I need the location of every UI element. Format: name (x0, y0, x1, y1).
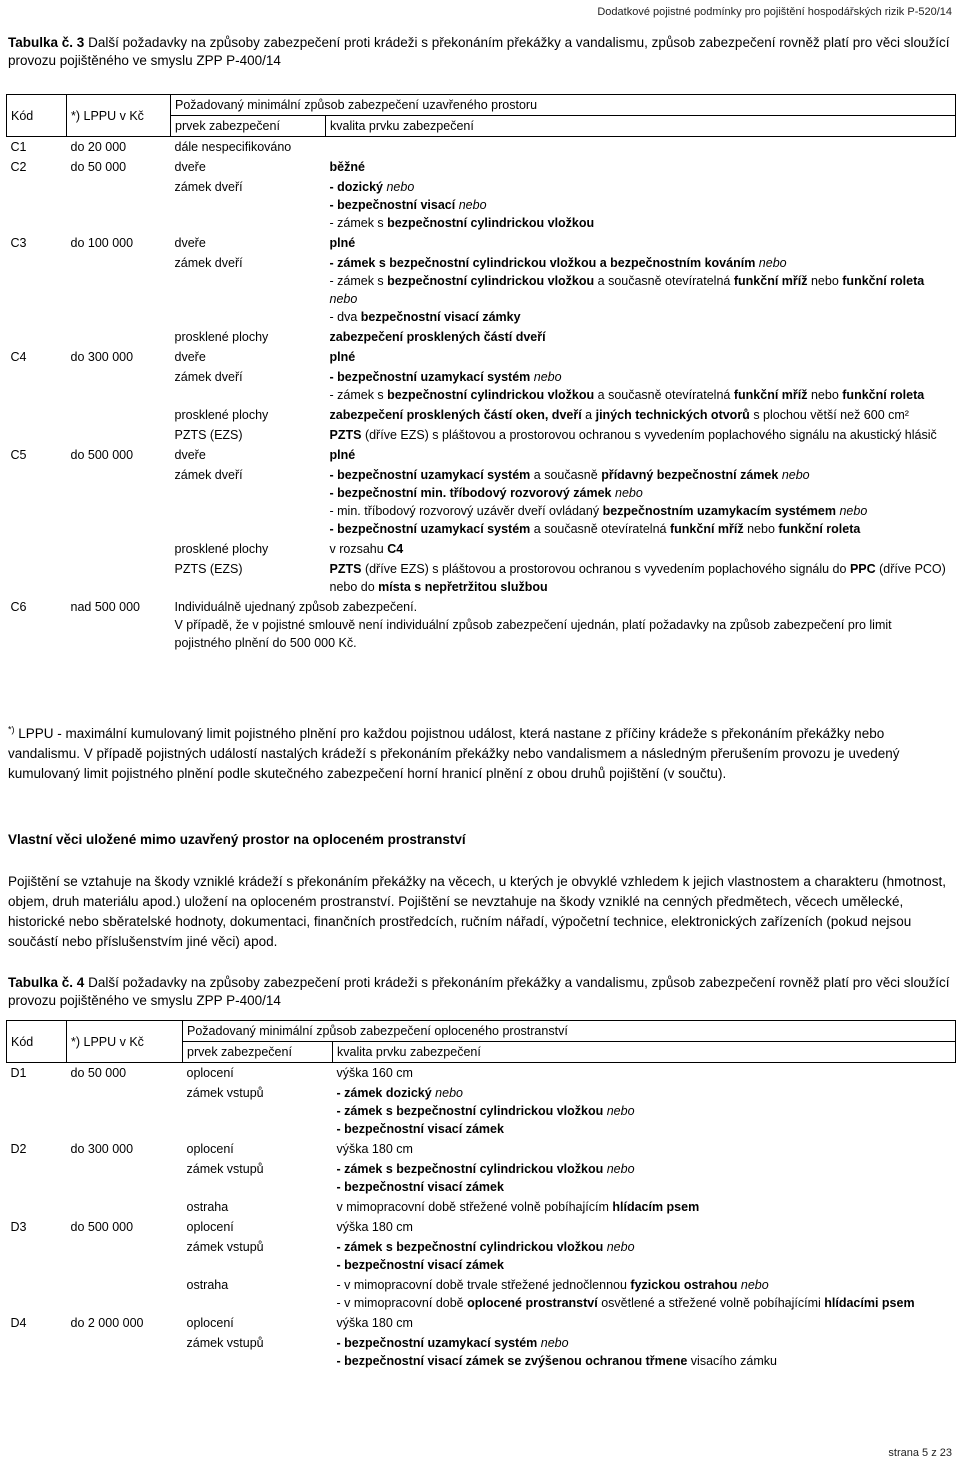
table-row (7, 1083, 956, 1139)
table-row (7, 1237, 956, 1275)
col-header-quality: kvalita prvku zabezpečení (333, 1042, 956, 1063)
quality-cell: PZTS (dříve EZS) s pláštovou a prostorovou ochranou s vyvedením poplachového signálu na akustický hlásič (329, 428, 937, 442)
table-row (7, 1275, 956, 1313)
col-header-element: prvek zabezpečení (171, 116, 326, 137)
element-cell: prosklené plochy (174, 408, 269, 422)
element-cell: oplocení (186, 1142, 234, 1156)
table-row (7, 539, 956, 559)
col-header-requirement: Požadovaný minimální způsob zabezpečení oploceného prostranství (183, 1021, 956, 1042)
quality-cell: - dozický nebo - bezpečnostní visací nebo - zámek s bezpečnostní cylindrickou vložkou (329, 180, 595, 230)
element-cell: oplocení (186, 1066, 234, 1080)
quality-cell: - bezpečnostní uzamykací systém a současně přídavný bezpečnostní zámek nebo - bezpečnostní min. tříbodový rozvorový zámek nebo - min. tříbodový rozvorový uzávěr dveří ovládaný bezpečnostním uzamykacím systémem nebo - bezpečnostní uzamykací systém a současně otevíratelná funkční mříž nebo funkční roleta (329, 468, 868, 536)
table-label: Tabulka č. (8, 35, 74, 50)
table-row (7, 1217, 956, 1237)
quality-cell: plné (329, 448, 356, 462)
quality-cell: v rozsahu C4 (329, 542, 404, 556)
col-header-code: Kód (7, 1021, 67, 1063)
col-header-requirement: Požadovaný minimální způsob zabezpečení uzavřeného prostoru (171, 95, 956, 116)
quality-cell: výška 160 cm (336, 1066, 413, 1080)
table-row (7, 347, 956, 367)
table-row (7, 1159, 956, 1197)
quality-cell: - zámek dozický nebo - zámek s bezpečnostní cylindrickou vložkou nebo - bezpečnostní visací zámek (336, 1086, 635, 1136)
caption-text: Další požadavky na způsoby zabezpečení proti krádeži s překonáním překážky a vandalismu, způsob zabezpečení rovněž platí pro věci sloužící provozu pojištěného ve smyslu ZPP P-400/14 (8, 35, 950, 68)
col-header-code: Kód (7, 95, 67, 137)
table-row (7, 1333, 956, 1371)
quality-cell: výška 180 cm (336, 1316, 413, 1330)
element-cell: zámek dveří (174, 256, 243, 270)
code-cell: C5 (10, 448, 27, 462)
limit-cell: do 300 000 (70, 1142, 134, 1156)
table-row (7, 137, 956, 158)
table-row (7, 559, 956, 597)
code-cell: D1 (10, 1066, 27, 1080)
table-row (7, 465, 956, 539)
table-3 (6, 94, 956, 653)
table-row (7, 1063, 956, 1084)
quality-cell: - zámek s bezpečnostní cylindrickou vložkou nebo - bezpečnostní visací zámek (336, 1240, 635, 1272)
element-cell: dveře (174, 236, 206, 250)
col-header-limit: *) LPPU v Kč (67, 95, 171, 137)
quality-cell: - zámek s bezpečnostní cylindrickou vložkou nebo - bezpečnostní visací zámek (336, 1162, 635, 1194)
footnote (8, 724, 952, 784)
quality-cell: PZTS (dříve EZS) s pláštovou a prostorovou ochranou s vyvedením poplachového signálu do PPC (dříve PCO) nebo do místa s nepřetržitou službou (329, 562, 946, 594)
table-4 (6, 1020, 956, 1371)
element-cell: ostraha (186, 1278, 229, 1292)
limit-cell: do 500 000 (70, 448, 134, 462)
col-header-limit: *) LPPU v Kč (67, 1021, 183, 1063)
element-cell: dveře (174, 160, 206, 174)
text-cell: Individuálně ujednaný způsob zabezpečení. V případě, že v pojistné smlouvě není individuální způsob zabezpečení ujednán, platí požadavky na způsob zabezpečení pro limit pojistného plnění do 500 000 Kč. (174, 600, 892, 650)
quality-cell: plné (329, 236, 356, 250)
quality-cell: zabezpečení prosklených částí dveří (329, 330, 546, 344)
quality-cell: - bezpečnostní uzamykací systém nebo - bezpečnostní visací zámek se zvýšenou ochranou třmene visacího zámku (336, 1336, 777, 1368)
element-cell: zámek vstupů (186, 1086, 264, 1100)
element-cell: ostraha (186, 1200, 229, 1214)
table-row (7, 445, 956, 465)
element-cell: prosklené plochy (174, 542, 269, 556)
element-cell: zámek dveří (174, 370, 243, 384)
element-cell: zámek vstupů (186, 1240, 264, 1254)
element-cell: oplocení (186, 1316, 234, 1330)
element-cell: dveře (174, 350, 206, 364)
element-cell: zámek vstupů (186, 1336, 264, 1350)
table-row (7, 405, 956, 425)
code-cell: C2 (10, 160, 27, 174)
element-cell: dveře (174, 448, 206, 462)
limit-cell: do 50 000 (70, 160, 127, 174)
element-cell: oplocení (186, 1220, 234, 1234)
element-cell: zámek dveří (174, 468, 243, 482)
limit-cell: do 50 000 (70, 1066, 127, 1080)
quality-cell: v mimopracovní době střežené volně pobíhajícím hlídacím psem (336, 1200, 700, 1214)
section-paragraph: Pojištění se vztahuje na škody vzniklé krádeží s překonáním překážky na věcech, u kterých je obvyklé vzhledem k jejich vlastnostem a charakteru (hmotnost, objem, druh materiálu apod.) uložení na oploceném prostranství. Pojištění se nevztahuje na škody vzniklé na cenných předmětech, věcech umělecké, historické nebo sběratelské hodnoty, dokumentaci, finančních prostředcích, ručním nářadí, výpočetní technice, elektronických zařízeních (pokud nejsou součástí nebo příslušenstvím jiné věci) apod. (8, 874, 946, 949)
quality-cell: zabezpečení prosklených částí oken, dveří a jiných technických otvorů s plochou větší než 600 cm² (329, 408, 909, 422)
quality-cell: - v mimopracovní době trvale střežené jednočlennou fyzickou ostrahou nebo - v mimopracovní době oplocené prostranství osvětlené a střežené volně pobíhajícími hlídacími psem (336, 1278, 915, 1310)
code-cell: D3 (10, 1220, 27, 1234)
col-header-element: prvek zabezpečení (183, 1042, 333, 1063)
caption-text: Další požadavky na způsoby zabezpečení proti krádeži s překonáním překážky a vandalismu, způsob zabezpečení rovněž platí pro věci sloužící provozu pojištěného ve smyslu ZPP P-400/14 (8, 975, 950, 1008)
table-number: 4 (76, 975, 85, 990)
table-row (7, 1313, 956, 1333)
table-row (7, 157, 956, 177)
code-cell: C3 (10, 236, 27, 250)
code-cell: C6 (10, 600, 27, 614)
code-cell: C1 (10, 140, 27, 154)
table-row (7, 177, 956, 233)
table-row (7, 1139, 956, 1159)
limit-cell: do 100 000 (70, 236, 134, 250)
table-row (7, 425, 956, 445)
table-row (7, 367, 956, 405)
limit-cell: do 20 000 (70, 140, 127, 154)
limit-cell: do 2 000 000 (70, 1316, 144, 1330)
element-cell: PZTS (EZS) (174, 428, 243, 442)
quality-cell: výška 180 cm (336, 1220, 413, 1234)
table-label: Tabulka č. (8, 975, 74, 990)
table-row (7, 597, 956, 653)
element-cell: zámek vstupů (186, 1162, 264, 1176)
quality-cell: běžné (329, 160, 365, 174)
quality-cell: výška 180 cm (336, 1142, 413, 1156)
page-number: strana 5 z 23 (888, 1447, 952, 1459)
footnote-text: LPPU - maximální kumulovaný limit pojistného plnění pro každou pojistnou událost, která nastane z příčiny krádeže s překonáním překážky nebo vandalismu. V případě pojistných událostí nastalých krádeží s překonáním překážky nebo vandalismem a následným přerušením provozu je uvedený kumulovaný limit pojistného plnění podle skutečného zabezpečení horní hranicí plnění z obou druhů pojištění (v součtu). (8, 726, 900, 781)
element-cell: prosklené plochy (174, 330, 269, 344)
element-cell: zámek dveří (174, 180, 243, 194)
table-4-caption (8, 974, 952, 1010)
table-number: 3 (76, 35, 85, 50)
code-cell: D4 (10, 1316, 27, 1330)
limit-cell: nad 500 000 (70, 600, 141, 614)
footnote-mark: *) (8, 724, 15, 735)
table-3-caption (8, 34, 952, 70)
code-cell: D2 (10, 1142, 27, 1156)
limit-cell: do 500 000 (70, 1220, 134, 1234)
text-cell: dále nespecifikováno (174, 140, 292, 154)
table-row (7, 327, 956, 347)
code-cell: C4 (10, 350, 27, 364)
quality-cell: - zámek s bezpečnostní cylindrickou vložkou a bezpečnostním kováním nebo - zámek s bezpečnostní cylindrickou vložkou a současně otevíratelná funkční mříž nebo funkční roleta nebo - dva bezpečnostní visací zámky (329, 256, 925, 324)
section-heading: Vlastní věci uložené mimo uzavřený prostor na oploceném prostranství (8, 832, 466, 847)
limit-cell: do 300 000 (70, 350, 134, 364)
col-header-quality: kvalita prvku zabezpečení (326, 116, 956, 137)
quality-cell: plné (329, 350, 356, 364)
page-header: Dodatkové pojistné podmínky pro pojištění hospodářských rizik P-520/14 (597, 6, 952, 18)
table-row (7, 1197, 956, 1217)
table-row (7, 233, 956, 253)
table-row (7, 253, 956, 327)
quality-cell: - bezpečnostní uzamykací systém nebo - zámek s bezpečnostní cylindrickou vložkou a současně otevíratelná funkční mříž nebo funkční roleta (329, 370, 925, 402)
element-cell: PZTS (EZS) (174, 562, 243, 576)
